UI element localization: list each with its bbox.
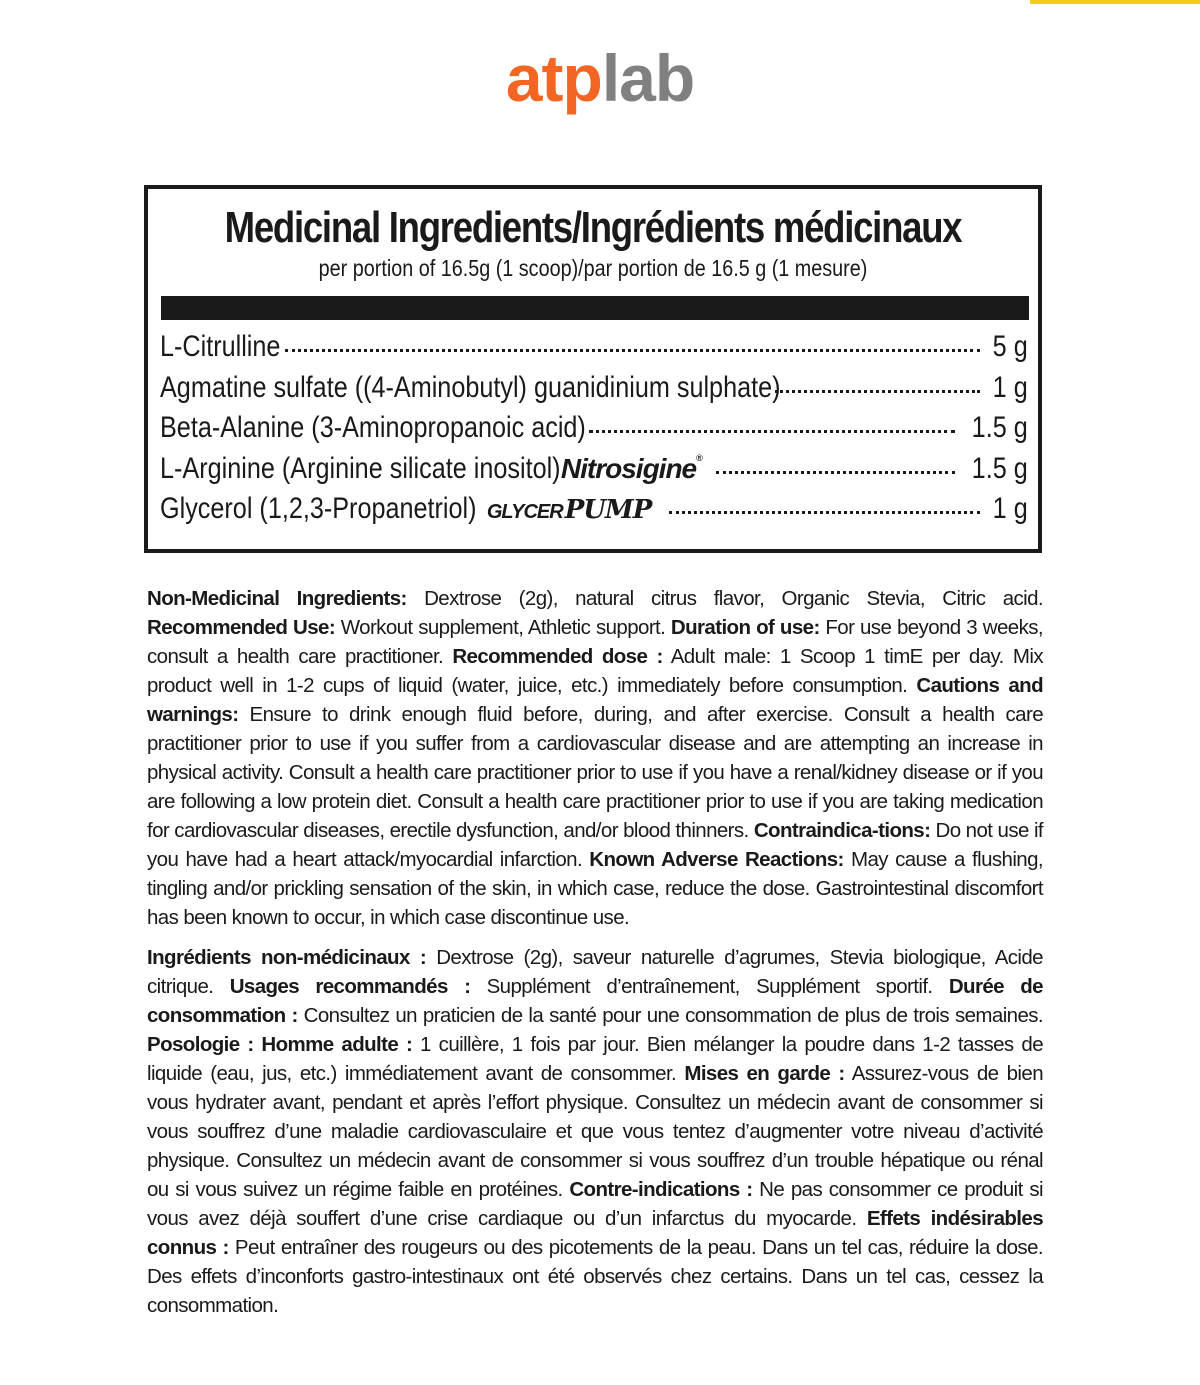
ingredient-name: L-Citrulline <box>160 330 281 363</box>
english-ingredients-text <box>147 584 1043 932</box>
label-cautions: Cautions and warnings: <box>147 674 1044 726</box>
label-contre-indications-fr: Contre-indications : <box>569 1178 753 1201</box>
ingredient-row <box>160 330 1028 371</box>
top-accent-bar <box>1030 0 1200 4</box>
medicinal-ingredients-panel <box>144 185 1042 553</box>
ingredient-amount: 1 g <box>992 492 1028 525</box>
label-adverse-reactions: Known Adverse Reactions: <box>589 848 844 871</box>
ingredient-row <box>160 411 1028 452</box>
logo-part-lab: lab <box>601 41 695 115</box>
label-recommended-use: Recommended Use: <box>147 616 336 639</box>
text-segment: Workout supplement, Athletic support. <box>335 616 671 639</box>
text-segment: Ne pas consommer ce produit si vous avez déjà souffert d’une crise cardiaque ou d’un infarctus du myocarde. <box>147 1178 1043 1230</box>
ingredient-row <box>160 492 1028 533</box>
brand-text: Nitrosigine <box>560 452 697 484</box>
ingredient-amount: 1 g <box>992 370 1028 404</box>
ingredient-name: L-Arginine (Arginine silicate inositol) <box>160 451 561 485</box>
nitrosigine-brand-logo <box>561 453 702 485</box>
label-usages-fr: Usages recommandés : <box>229 975 471 998</box>
leader-dots <box>716 471 956 474</box>
leader-dots <box>285 349 980 352</box>
ingredient-row <box>160 371 1028 412</box>
ingredient-amount: 1.5 g <box>971 451 1028 485</box>
leader-dots <box>669 511 980 514</box>
ingredient-amount: 1.5 g <box>971 411 1028 444</box>
text-segment: Dextrose (2g), saveur naturelle d’agrumes, Stevia biologique, Acide citrique. <box>147 946 1043 998</box>
ingredient-row <box>160 452 1028 493</box>
text-segment: May cause a flushing, tingling and/or prickling sensation of the skin, in which case, reduce the dose. Gastrointestinal discomfort has been known to occur, in which case discontinue use. <box>147 848 1043 929</box>
label-non-medicinal-fr: Ingrédients non-médicinaux : <box>147 946 427 969</box>
text-segment: 1 cuillère, 1 fois par jour. Bien mélanger la poudre dans 1-2 tasses de liquide (eau, jus, etc.) immédiatement avant de consommer. <box>147 1033 1044 1085</box>
label-contraindications: Contraindica-tions: <box>753 819 931 842</box>
text-segment: Peut entraîner des rougeurs ou des picotements de la peau. Dans un tel cas, réduire la dose. Des effets d’inconforts gastro-intestinaux ont été observés chez certains. Dans un tel cas, cessez la consommation. <box>147 1236 1043 1317</box>
french-ingredients-text <box>147 943 1043 1320</box>
panel-title: Medicinal Ingredients/Ingrédients médicinaux <box>224 203 962 252</box>
atplab-logo <box>0 38 1200 118</box>
panel-subtitle: per portion of 16.5g (1 scoop)/par portion de 16.5 g (1 mesure) <box>318 255 868 281</box>
label-mises-en-garde-fr: Mises en garde : <box>684 1062 845 1085</box>
glycerpump-brand-logo <box>487 495 651 525</box>
label-dose: Recommended dose : <box>452 645 663 668</box>
ingredient-name: Agmatine sulfate ((4-Aminobutyl) guanidinium sulphate) <box>160 370 781 404</box>
text-segment: Assurez-vous de bien vous hydrater avant, pendant et après l’effort physique. Consultez un médecin avant de consommer si vous souffrez d’une maladie cardiovasculaire et que vous tentez d’augmenter votre niveau d’activité physique. Consultez un médecin avant de consommer si vous souffrez d’un trouble hépatique ou rénal ou si vous suivez un régime faible en protéines. <box>147 1062 1043 1201</box>
label-duree-fr: Durée de consommation : <box>147 975 1043 1027</box>
ingredient-amount: 5 g <box>992 330 1028 363</box>
registered-mark: ® <box>696 452 702 463</box>
text-segment: Do not use if you have had a heart attack/myocardial infarction. <box>147 819 1043 871</box>
label-non-medicinal: Non-Medicinal Ingredients: <box>147 587 407 610</box>
text-segment: Adult male: 1 Scoop 1 timE per day. Mix product well in 1-2 cups of liquid (water, juice, etc.) immediately before consumption. <box>147 645 1043 697</box>
text-segment: For use beyond 3 weeks, consult a health care practitioner. <box>147 616 1043 668</box>
brand-text-2: PUMP <box>564 495 652 525</box>
brand-text: GLYCER <box>486 501 563 523</box>
text-segment: Supplément d’entraînement, Supplément sportif. <box>470 975 949 998</box>
ingredient-name: Beta-Alanine (3-Aminopropanoic acid) <box>160 411 586 444</box>
leader-dots <box>775 390 981 393</box>
label-effets-fr: Effets indésirables connus : <box>147 1207 1044 1259</box>
label-posologie-fr: Posologie : Homme adulte : <box>147 1033 413 1056</box>
text-segment: Consultez un praticien de la santé pour une consommation de plus de trois semaines. <box>297 1004 1043 1027</box>
leader-dots <box>589 430 955 433</box>
text-segment: Ensure to drink enough fluid before, during, and after exercise. Consult a health care practitioner prior to use if you suffer from a cardiovascular disease and are attempting an increase in physical activity. Consult a health care practitioner prior to use if you have a renal/kidney disease or if you are following a low protein diet. Consult a health care practitioner prior to use if you are taking medication for cardiovascular diseases, erectile dysfunction, and/or blood thinners. <box>147 703 1043 842</box>
label-duration: Duration of use: <box>670 616 820 639</box>
ingredient-list <box>160 330 1028 533</box>
text-segment: Dextrose (2g), natural citrus flavor, Organic Stevia, Citric acid. <box>406 587 1043 610</box>
divider-bar <box>161 296 1029 320</box>
ingredient-name: Glycerol (1,2,3-Propanetriol) <box>160 492 477 525</box>
logo-part-atp: atp <box>505 41 602 115</box>
